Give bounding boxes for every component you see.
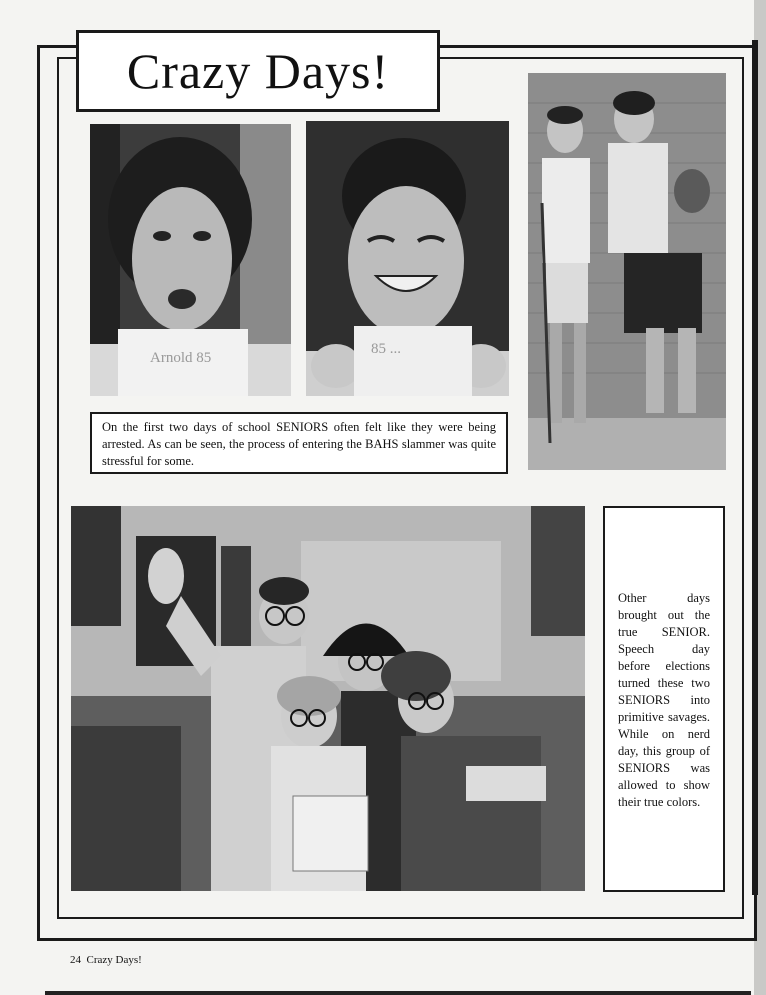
page-title — [76, 30, 440, 112]
page-title-text: Crazy Days! — [126, 43, 390, 99]
photo-mugshot-right — [306, 121, 509, 396]
mugshot-left-sign: Arnold 85 — [150, 350, 212, 366]
caption-arrested-text: On the first two days of school SENIORS often felt like they were being arrested. As can be seen, the process of entering the BAHS slammer was quite stressful for some. — [102, 420, 496, 468]
caption-arrested — [90, 412, 508, 474]
caption-other-days — [603, 506, 725, 892]
folio-title: Crazy Days! — [86, 954, 142, 966]
mugshot-right-sign: 85 ... — [371, 341, 401, 357]
bottom-edge-bar — [45, 991, 751, 995]
page-folio — [70, 954, 142, 966]
photo-savages — [528, 73, 726, 470]
page-number: 24 — [70, 954, 81, 966]
caption-other-days-text: Other days brought out the true SENIOR. Speech day before elections turned these two SENIORS into primitive savages. While on nerd day, this group of SENIORS was allowed to show their true colors. — [618, 591, 710, 809]
photo-nerd-day — [71, 506, 585, 891]
photo-mugshot-left — [90, 124, 291, 396]
